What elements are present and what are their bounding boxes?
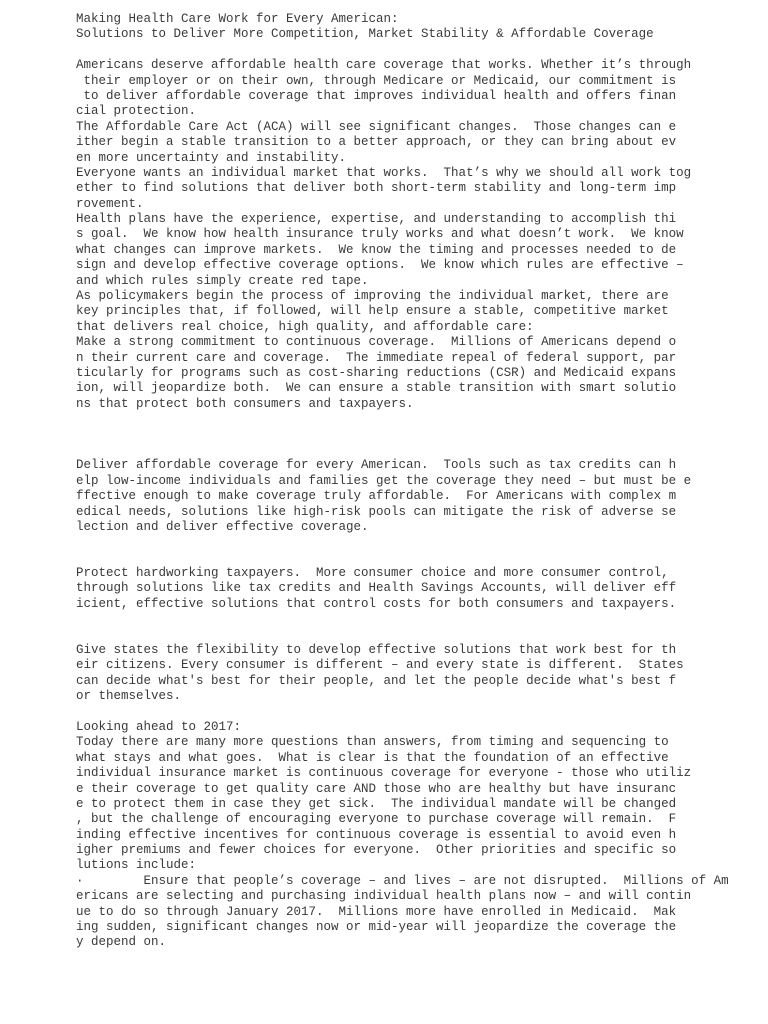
- text-line: or themselves.: [76, 689, 182, 704]
- spacer: [76, 43, 756, 58]
- intro-section: [76, 58, 756, 412]
- text-line: can decide what's best for their people, and let the people decide what's best f: [76, 673, 677, 688]
- spacer: [76, 443, 756, 458]
- text-line: igher premiums and fewer choices for everyone. Other priorities and specific so: [76, 843, 677, 858]
- text-line: their employer or on their own, through Medicare or Medicaid, our commitment is: [76, 73, 677, 88]
- text-line: lutions include:: [76, 858, 197, 873]
- text-line: s goal. We know how health insurance truly works and what doesn’t work. We know: [76, 227, 684, 242]
- document-page: [76, 12, 756, 951]
- spacer: [76, 412, 756, 427]
- spacer: [76, 628, 756, 643]
- text-line: Deliver affordable coverage for every American. Tools such as tax credits can h: [76, 458, 677, 473]
- text-line: e their coverage to get quality care AND those who are healthy but have insuranc: [76, 781, 677, 796]
- document-title: [76, 12, 756, 43]
- text-line: individual insurance market is continuous coverage for everyone - those who utiliz: [76, 766, 692, 781]
- affordable-coverage-section: [76, 458, 756, 535]
- title-line: Making Health Care Work for Every American:: [76, 12, 399, 26]
- spacer: [76, 551, 756, 566]
- text-line: cial protection.: [76, 104, 197, 119]
- text-line: elp low-income individuals and families get the coverage they need – but must be e: [76, 473, 692, 488]
- text-line: that delivers real choice, high quality, and affordable care:: [76, 319, 534, 334]
- text-line: inding effective incentives for continuous coverage is essential to avoid even h: [76, 827, 677, 842]
- states-flexibility-section: [76, 643, 756, 705]
- text-line: and which rules simply create red tape.: [76, 273, 369, 288]
- text-line: lection and deliver effective coverage.: [76, 519, 369, 534]
- text-line: edical needs, solutions like high-risk pools can mitigate the risk of adverse se: [76, 504, 677, 519]
- text-line: to deliver affordable coverage that improves individual health and offers finan: [76, 88, 677, 103]
- text-line: rovement.: [76, 196, 144, 211]
- text-line: The Affordable Care Act (ACA) will see significant changes. Those changes can e: [76, 119, 677, 134]
- text-line: eir citizens. Every consumer is different – and every state is different. States: [76, 658, 684, 673]
- text-line: ing sudden, significant changes now or mid-year will jeopardize the coverage the: [76, 920, 677, 935]
- text-line: , but the challenge of encouraging everyone to purchase coverage will remain. F: [76, 812, 677, 827]
- text-line: Americans deserve affordable health care coverage that works. Whether it’s through: [76, 58, 692, 73]
- text-line: Make a strong commitment to continuous coverage. Millions of Americans depend o: [76, 335, 677, 350]
- taxpayers-section: [76, 566, 756, 612]
- text-line: icient, effective solutions that control costs for both consumers and taxpayers.: [76, 596, 677, 611]
- text-line: ns that protect both consumers and taxpayers.: [76, 396, 414, 411]
- text-line: key principles that, if followed, will help ensure a stable, competitive market: [76, 304, 669, 319]
- text-line: through solutions like tax credits and Health Savings Accounts, will deliver eff: [76, 581, 677, 596]
- text-line: ticularly for programs such as cost-sharing reductions (CSR) and Medicaid expans: [76, 365, 677, 380]
- text-line: Health plans have the experience, expertise, and understanding to accomplish thi: [76, 212, 677, 227]
- text-line: what changes can improve markets. We know the timing and processes needed to de: [76, 242, 677, 257]
- spacer: [76, 428, 756, 443]
- text-line: ion, will jeopardize both. We can ensure a stable transition with smart solutio: [76, 381, 677, 396]
- text-line: sign and develop effective coverage options. We know which rules are effective –: [76, 258, 684, 273]
- text-line: e to protect them in case they get sick. The individual mandate will be changed: [76, 796, 677, 811]
- looking-ahead-section: [76, 720, 756, 951]
- text-line: Protect hardworking taxpayers. More consumer choice and more consumer control,: [76, 566, 669, 581]
- section-heading: Looking ahead to 2017:: [76, 719, 242, 734]
- text-line: ffective enough to make coverage truly affordable. For Americans with complex m: [76, 489, 677, 504]
- text-line: ue to do so through January 2017. Millions more have enrolled in Medicaid. Mak: [76, 904, 677, 919]
- bullet-line: · Ensure that people’s coverage – and lives – are not disrupted. Millions of Am: [76, 873, 729, 888]
- text-line: Everyone wants an individual market that works. That’s why we should all work tog: [76, 165, 692, 180]
- text-line: ericans are selecting and purchasing individual health plans now – and will contin: [76, 889, 692, 904]
- text-line: ither begin a stable transition to a better approach, or they can bring about ev: [76, 135, 677, 150]
- text-line: en more uncertainty and instability.: [76, 150, 347, 165]
- text-line: y depend on.: [76, 935, 167, 950]
- text-line: Give states the flexibility to develop effective solutions that work best for th: [76, 643, 677, 658]
- subtitle-line: Solutions to Deliver More Competition, Market Stability & Affordable Coverage: [76, 27, 654, 42]
- spacer: [76, 535, 756, 550]
- spacer: [76, 612, 756, 627]
- text-line: As policymakers begin the process of improving the individual market, there are: [76, 289, 669, 304]
- spacer: [76, 705, 756, 720]
- text-line: ether to find solutions that deliver both short-term stability and long-term imp: [76, 181, 677, 196]
- text-line: Today there are many more questions than answers, from timing and sequencing to: [76, 735, 669, 750]
- text-line: what stays and what goes. What is clear is that the foundation of an effective: [76, 750, 669, 765]
- text-line: n their current care and coverage. The immediate repeal of federal support, par: [76, 350, 677, 365]
